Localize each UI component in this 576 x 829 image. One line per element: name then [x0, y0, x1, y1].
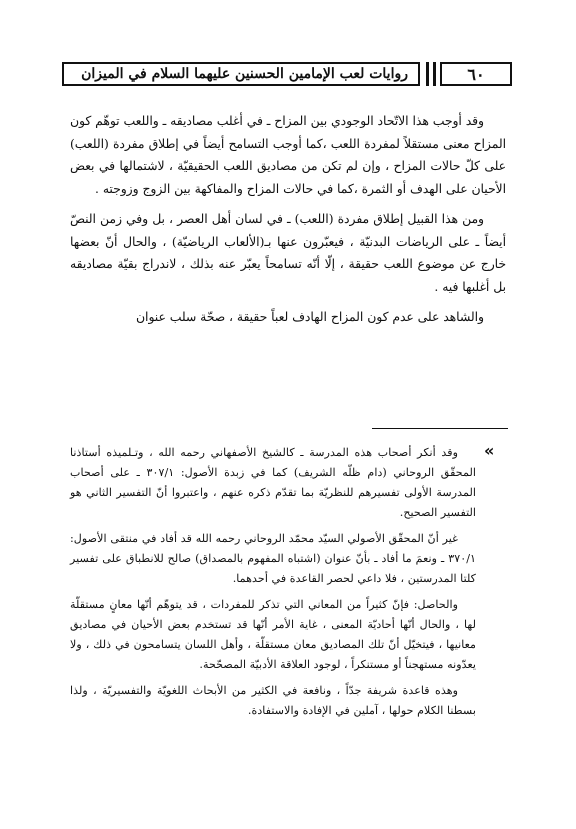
footnotes: [70, 443, 476, 727]
footnote-separator: [372, 428, 508, 429]
footnote-paragraph: وهذه قاعدة شريفة جدّاً ، ونافعة في الكثير من الأبحاث اللغويّة والتفسيريّة ، ولذا بسطنا الكلام حولها ، آملين في الإفادة والاستفادة.: [70, 684, 476, 717]
header-divider: [426, 62, 429, 86]
footnote-paragraph: وقد أنكر أصحاب هذه المدرسة ـ كالشيخ الأصفهاني رحمه الله ، وتـلميذه أستاذنا المحقّق الروحاني (دام ظلّه الشريف) كما في زبدة الأصول: ٣٠٧/١ ـ على أصحاب المدرسة الأولى تفسيرهم للنظريّة بما تقدّم ذكره عنهم ، واعتبروا أنّ التفسير الثاني هو التفسير الصحيح.: [70, 446, 476, 519]
header-divider: [433, 62, 436, 86]
page-header: [62, 62, 512, 90]
footnote-paragraph: غير أنّ المحقّق الأصولي السيّد محمّد الروحاني رحمه الله قد أفاد في منتقى الأصول: ٣٧٠/١ ـ ونعمَ ما أفاد ـ بأنّ عنوان (اشتباه المفهوم بالمصداق) صالح للانطباق على تفسير كلتا المدرستين ، فلا داعي لحصر القاعدة في أحدهما.: [70, 532, 476, 585]
body-paragraph: وقد أوجب هذا الاتّحاد الوجودي بين المزاح ـ في أغلب مصاديقه ـ واللعب توهّم كون المزاح معنى مستقلاً لمفردة اللعب ،كما أوجب التسامح أيضاً في إطلاق مفردة (اللعب) على كلّ حالات المزاح ، وإن لم تكن من مصاديق اللعب الحقيقيّة ، لاشتمالها في بعض الأحيان على الهدف أو الثمرة ،كما في حالات المزاح والمفاكهة بين الزوج وزوجته .: [70, 114, 506, 196]
running-title: روايات لعب الإمامين الحسنين عليهما السلام في الميزان: [81, 66, 408, 82]
running-title-frame: [62, 62, 420, 86]
body-paragraph: والشاهد على عدم كون المزاح الهادف لعباً حقيقة ، صحّة سلب عنوان: [136, 310, 484, 324]
page-number-frame: [440, 62, 512, 86]
main-text: [70, 110, 506, 337]
page-number: ٦٠: [467, 65, 485, 84]
footnote-paragraph: والحاصل: فإنّ كثيراً من المعاني التي تذكر للمفردات ، قد يتوهّم أنّها معانٍ مستقلّة لها ، والحال أنّها أحاديّة المعنى ، غاية الأمر أنّها قد تستخدم بعض الأحيان في مصاديق معانيها ، فيتخيّل أنّ تلك المصاديق معان مستقلّة ، وأهل اللسان يتسامحون في ذلك ، ولا يعدّونه مستهجناً أو مستنكراً ، لوجود العلاقة الأدبيّة المصحّحة.: [70, 598, 476, 671]
body-paragraph: ومن هذا القبيل إطلاق مفردة (اللعب) ـ في لسان أهل العصر ، بل وفي زمن النصّ أيضاً ـ على الرياضات البدنيّة ، فيعبّرون عنها بـ(الألعاب الرياضيّة) ، والحال أنّ بعضها خارج عن موضوع اللعب حقيقة ، إلّا أنّه تسامحاً يعبّر عنه بذلك ، لاندراج بقيّة مصاديقه بل أغلبها فيه .: [70, 212, 506, 294]
footnote-marker: «: [484, 441, 495, 460]
